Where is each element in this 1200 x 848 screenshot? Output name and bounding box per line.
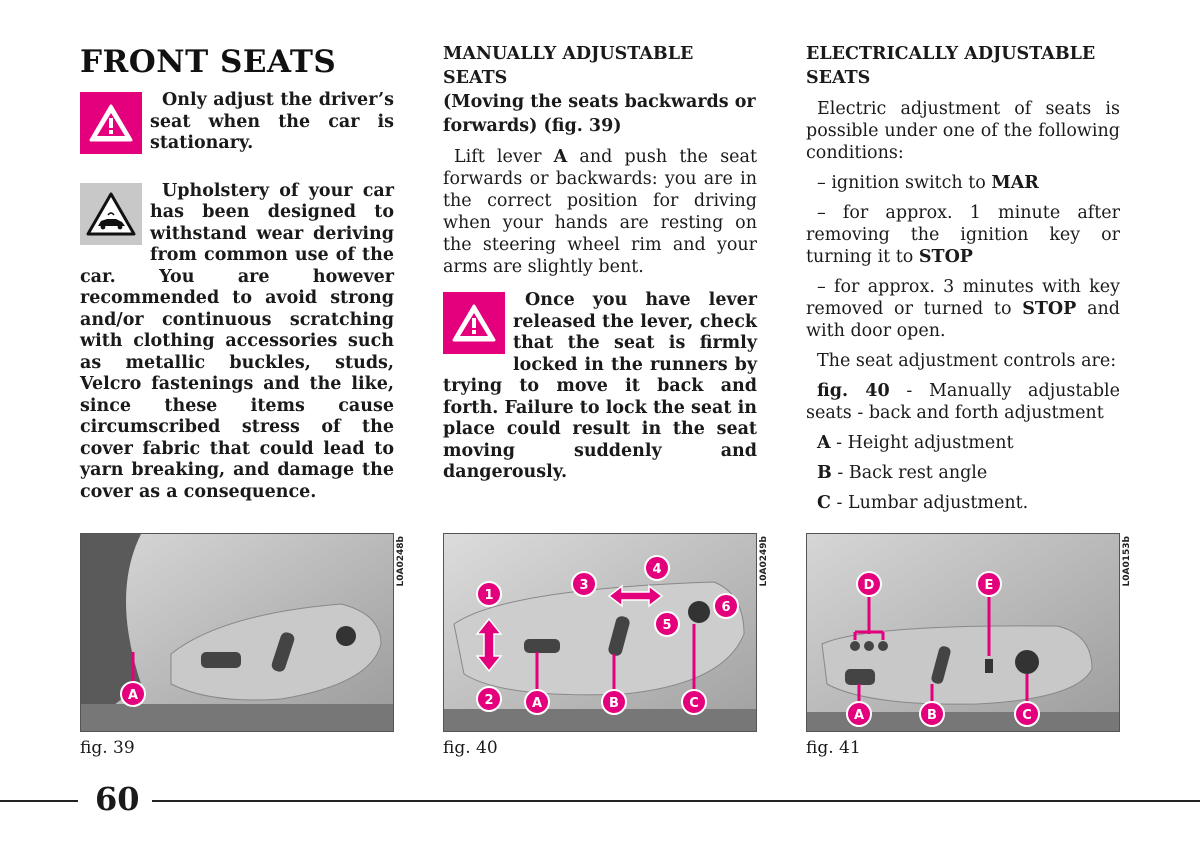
fig41-code: L0A0153b: [1122, 536, 1132, 587]
fig40-code: L0A0249b: [759, 536, 769, 587]
condition-3: – for approx. 3 minutes with key removed or turned to STOP and with door open.: [806, 277, 1120, 341]
footer-rule-right: [152, 800, 1200, 802]
condition-2: – for approx. 1 minute after removing the ignition key or turning it to STOP: [806, 203, 1120, 267]
section-subheading-manual: (Moving the seats backwards or forwards) (fig. 39): [443, 92, 756, 136]
section-heading-manual: MANUALLY ADJUSTABLE SEATS: [443, 44, 694, 88]
fig41-label-d: D: [863, 578, 875, 593]
column-right: [806, 38, 1120, 514]
fig40-label-3: 3: [579, 578, 589, 593]
fig41-label-b: B: [927, 708, 937, 723]
warning-upholstery: [80, 181, 394, 504]
control-item-b: B - Back rest angle: [817, 463, 988, 483]
controls-intro: The seat adjustment controls are:: [817, 351, 1117, 371]
page-number: 60: [95, 780, 140, 818]
fig40-label-a: A: [531, 696, 543, 711]
fig39-label-a: A: [127, 688, 139, 703]
manual-instructions: Lift lever A and push the seat forwards or backwards: you are in the correct position for driving when your hands are resting on the steering wheel rim and your arms are slightly bent.: [443, 147, 757, 277]
column-middle: [443, 38, 757, 484]
fig39-caption: fig. 39: [80, 738, 135, 758]
footer-rule-left: [0, 800, 78, 802]
fig41-caption: fig. 41: [806, 738, 861, 758]
fig40-label-4: 4: [652, 562, 662, 577]
warning-lock-seat-text: Once you have lever released the lever, check that the seat is firmly locked in the runners by trying to move it back and forth. Failure to lock the seat in place could result in the seat moving suddenly and dangerously.: [443, 290, 757, 482]
fig40-label-5: 5: [662, 618, 672, 633]
warning-lock-seat: [443, 290, 757, 484]
fig39-code: L0A0248b: [396, 536, 406, 587]
car-warning-icon: [80, 183, 142, 245]
fig40-label-c: C: [689, 696, 699, 711]
figure-40: [443, 533, 757, 732]
figure-41: [806, 533, 1120, 732]
electric-intro: Electric adjustment of seats is possible under one of the following conditions:: [806, 99, 1120, 163]
warning-stationary-text: Only adjust the driver’s seat when the car is stationary.: [150, 90, 394, 153]
fig40-label-b: B: [609, 696, 619, 711]
fig40-label-1: 1: [484, 588, 494, 603]
section-heading-electric: ELECTRICALLY ADJUSTABLE SEATS: [806, 44, 1096, 88]
figure-39: [80, 533, 394, 732]
control-item-a: A - Height adjustment: [817, 433, 1014, 453]
warning-upholstery-text: Upholstery of your car has been designed to withstand wear deriving from common use of the car. You are however recommended to avoid strong and/or continuous scratching with clothing accessories such as metallic buckles, studs, Velcro fastenings and the like, since these items cause circumscribed stress of the cover fabric that could lead to yarn breaking, and damage the cover as a consequence.: [80, 180, 394, 502]
fig40-label-6: 6: [721, 600, 731, 615]
condition-1: – ignition switch to MAR: [817, 173, 1039, 193]
warning-triangle-icon: [80, 92, 142, 154]
fig41-label-c: C: [1022, 708, 1032, 723]
fig40-label-2: 2: [484, 693, 494, 708]
fig41-label-a: A: [853, 708, 865, 723]
fig40-description: fig. 40 - Manually adjustable seats - back and forth adjustment: [806, 381, 1120, 423]
control-item-c: C - Lumbar adjustment.: [817, 493, 1029, 513]
warning-triangle-icon: [443, 292, 505, 354]
fig40-caption: fig. 40: [443, 738, 498, 758]
column-left: [80, 38, 394, 503]
fig41-label-e: E: [984, 578, 994, 593]
page-title: FRONT SEATS: [80, 44, 337, 80]
warning-stationary: [80, 90, 394, 155]
